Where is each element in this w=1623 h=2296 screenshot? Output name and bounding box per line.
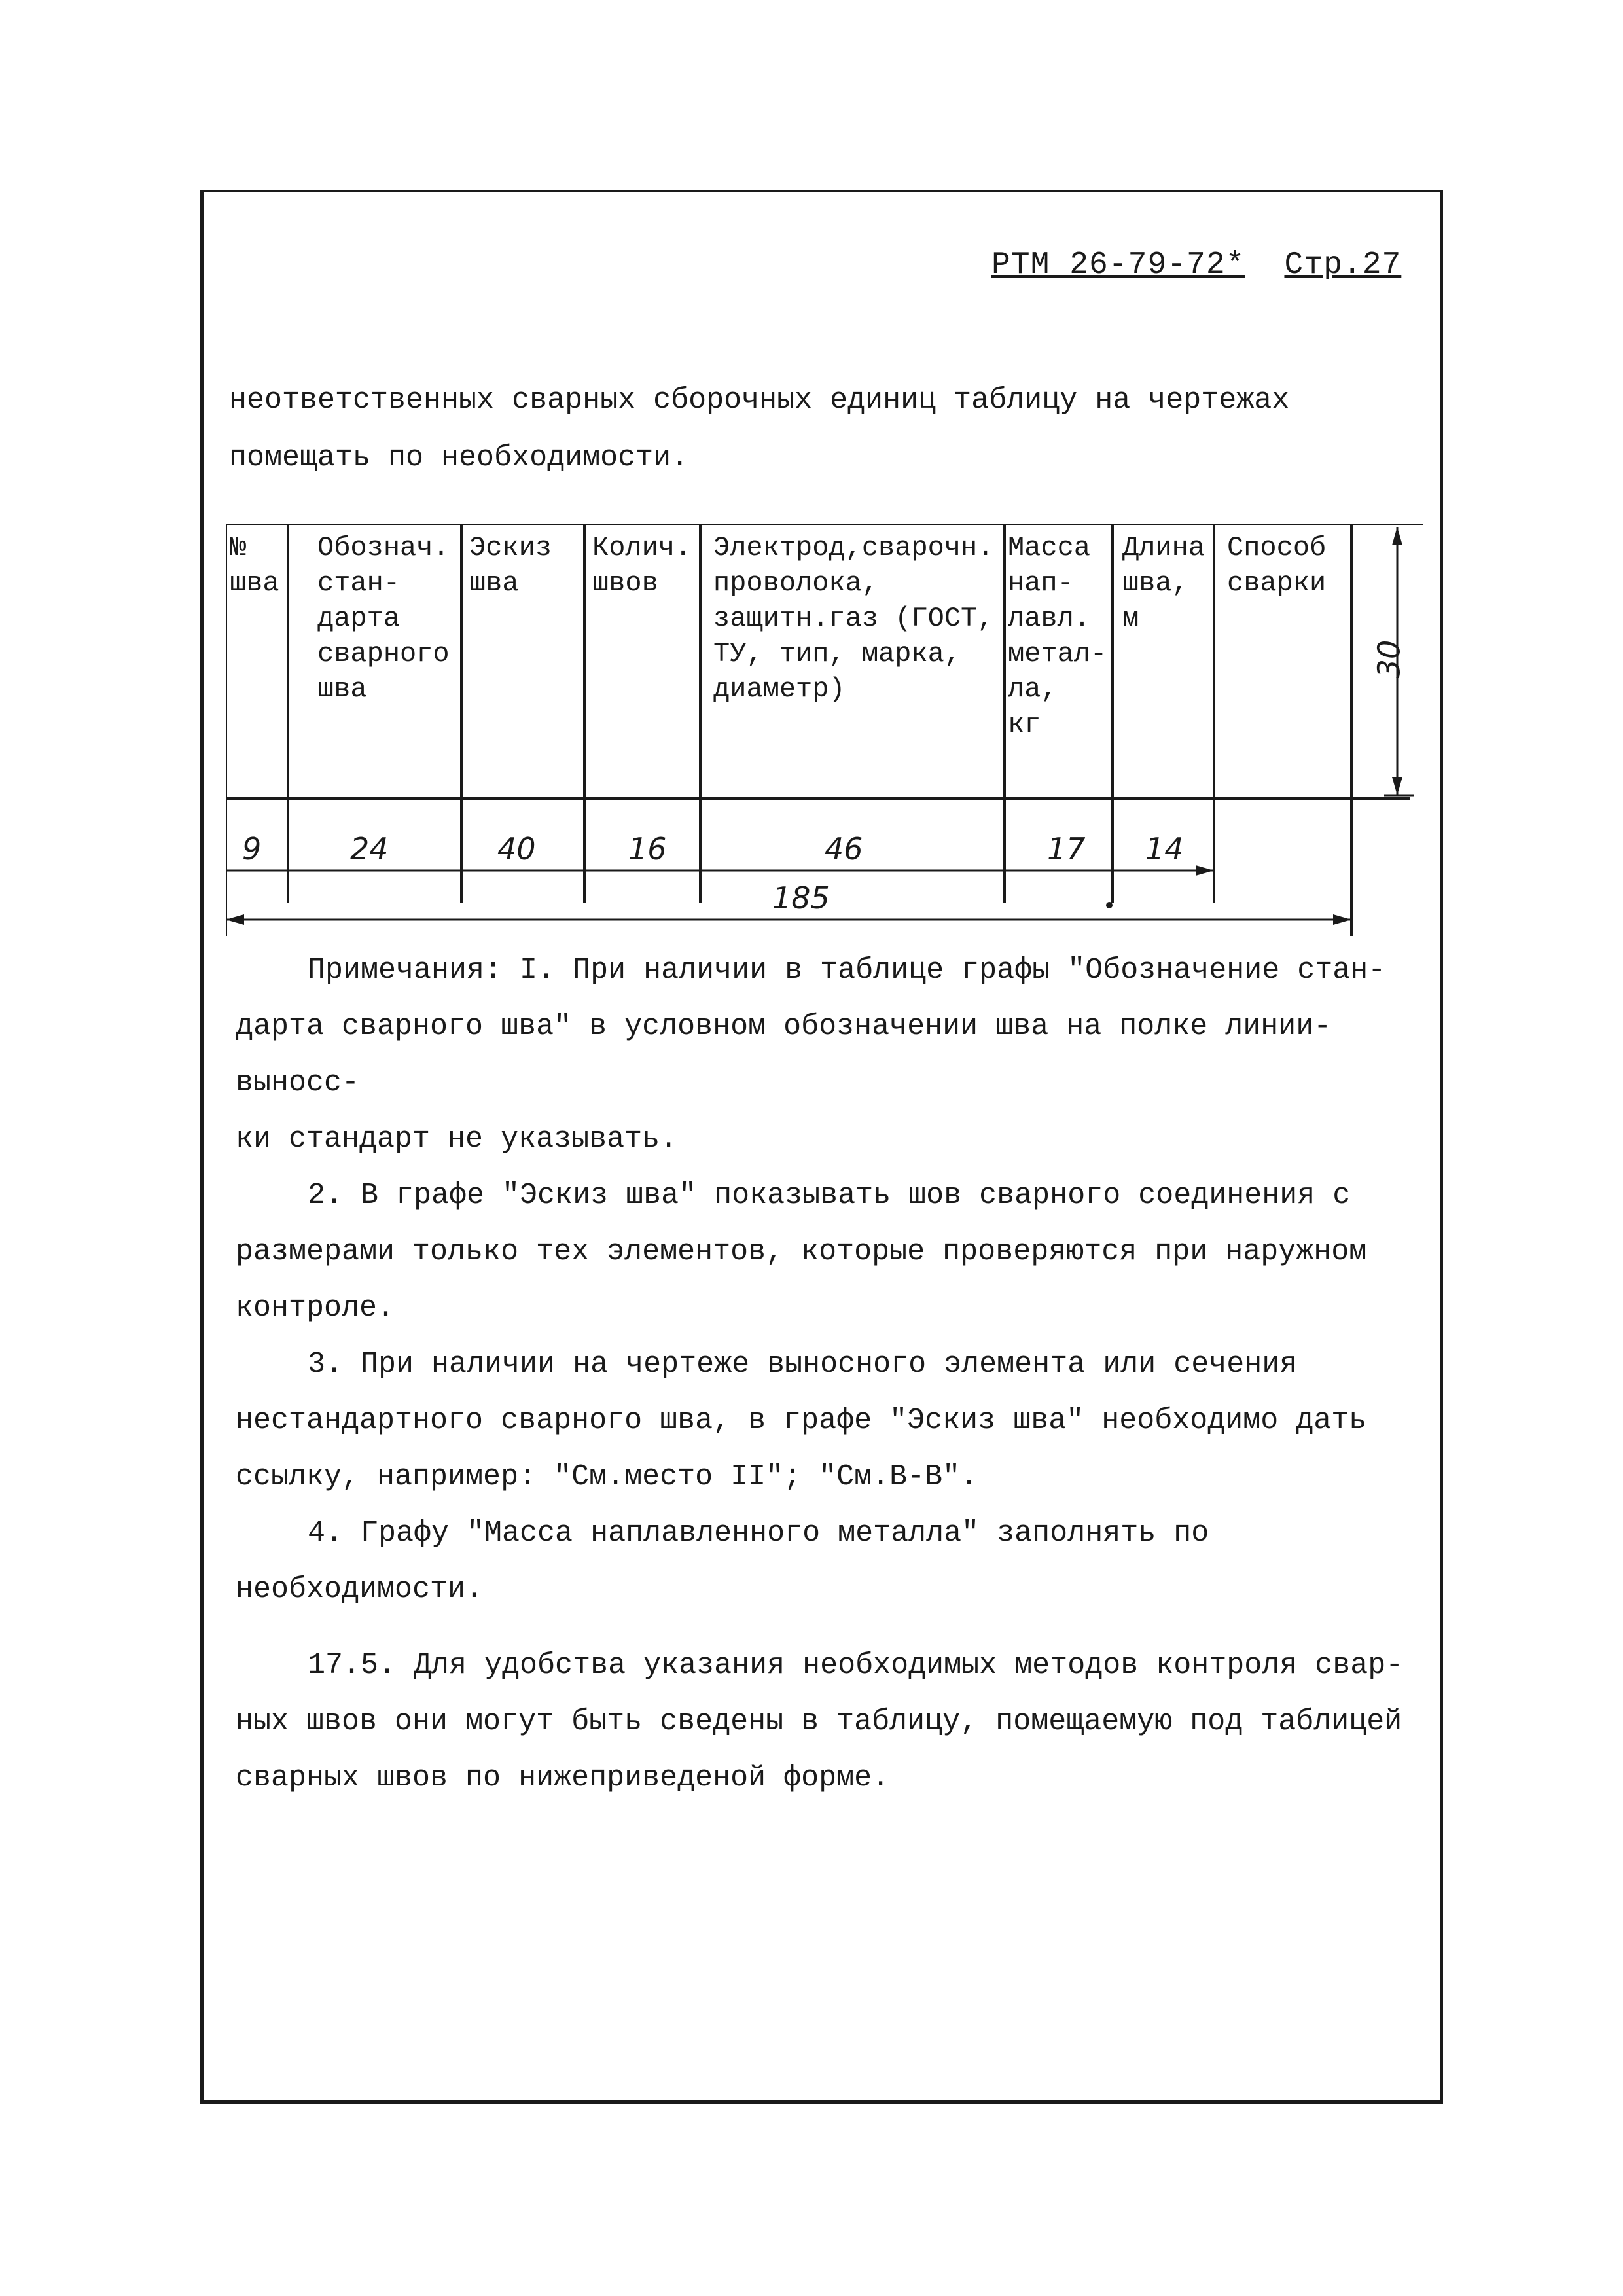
section-line: 17.5. Для удобства указания необходимых методов контроля свар- (308, 1649, 1404, 1682)
intro-line: помещать по необходимости. (229, 441, 689, 475)
document-code: РТМ 26-79-72* (991, 247, 1245, 283)
note-line: 2. В графе "Эскиз шва" показывать шов сварного соединения с (308, 1179, 1351, 1212)
note-line: ки стандарт не указывать. (236, 1122, 678, 1156)
column-header-standard: Обознач. стан- дарта сварного шва (317, 532, 450, 705)
page-header (991, 247, 1401, 283)
column-header-sketch: Эскиз шва (469, 532, 552, 599)
dimension-label: 24 (350, 831, 389, 867)
section-line: сварных швов по нижеприведеной форме. (236, 1761, 890, 1795)
note-line: дарта сварного шва" в условном обозначении шва на полке линии-выносс- (236, 1010, 1332, 1100)
height-dimension-label: 30 (1371, 639, 1407, 679)
intro-paragraph (229, 372, 1342, 487)
dimension-label: 40 (497, 831, 536, 867)
note-line: Примечания: I. При наличии в таблице графы "Обозначение стан- (308, 954, 1386, 987)
column-header-number: № шва (230, 532, 279, 599)
section-line: ных швов они могут быть сведены в таблицу, помещаемую под таблицей (236, 1705, 1402, 1738)
dimension-label: 14 (1145, 831, 1184, 867)
dimension-label: 17 (1047, 831, 1086, 867)
note-line: 4. Графу "Масса наплавленного металла" заполнять по необходимости. (236, 1516, 1209, 1606)
dimension-label: 46 (825, 831, 863, 867)
dimension-label: 9 (242, 831, 262, 867)
note-line: 3. При наличии на чертеже выносного элемента или сечения (308, 1348, 1298, 1381)
total-width-label: 185 (772, 880, 830, 916)
column-header-method: Способ сварки (1227, 532, 1327, 599)
intro-line: неответственных сварных сборочных единиц таблицу на чертежах (229, 384, 1290, 417)
column-header-electrode: Электрод,сварочн. проволока, защитн.газ (ГОСТ, ТУ, тип, марка, диаметр) (713, 532, 994, 705)
note-line: ссылку, например: "См.место II"; "См.В-В". (236, 1460, 978, 1494)
column-header-mass: Масса нап- лавл. метал- ла, кг (1008, 532, 1107, 740)
column-header-length: Длина шва, м (1122, 532, 1205, 634)
note-line: размерами только тех элементов, которые проверяются при наружном (236, 1235, 1367, 1268)
note-line: нестандартного сварного шва, в графе "Эскиз шва" необходимо дать (236, 1404, 1367, 1437)
page-number: Стр.27 (1284, 247, 1402, 283)
column-header-count: Колич. швов (592, 532, 692, 599)
notes-block (236, 942, 1433, 1806)
note-line: контроле. (236, 1291, 395, 1325)
weld-table-form (226, 524, 1436, 982)
dimension-label: 16 (628, 831, 667, 867)
